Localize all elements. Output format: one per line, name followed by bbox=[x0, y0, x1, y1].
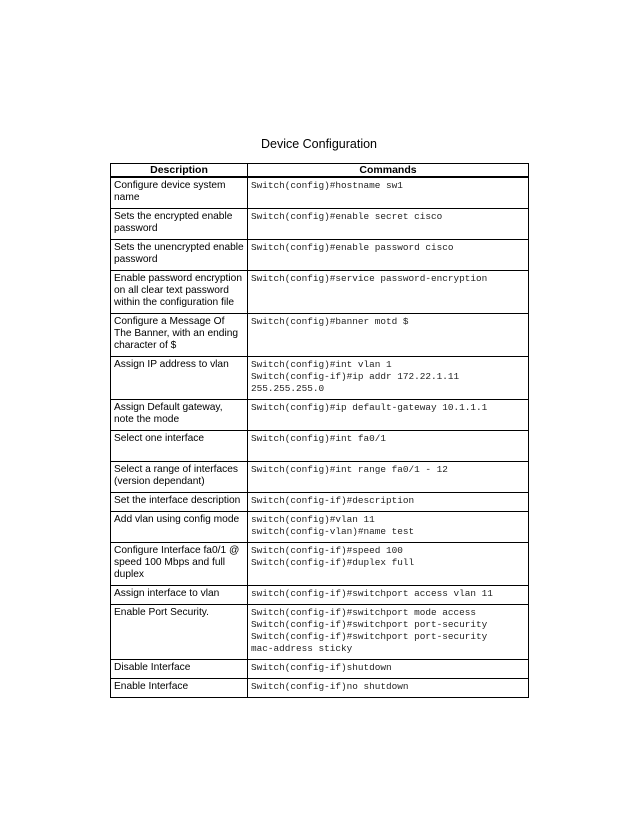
command-line: Switch(config)#enable password cisco bbox=[251, 241, 454, 253]
command-line: switch(config-vlan)#name test bbox=[251, 525, 415, 537]
command-line: mac-address sticky bbox=[251, 642, 353, 654]
row-commands bbox=[248, 585, 529, 604]
row-description: Configure a Message Of The Banner, with an ending character of $ bbox=[111, 313, 248, 356]
command-line: Switch(config)#enable secret cisco bbox=[251, 210, 443, 222]
row-commands bbox=[248, 239, 529, 270]
command-line: Switch(config)#ip default-gateway 10.1.1.1 bbox=[251, 401, 488, 413]
row-description: Assign interface to vlan bbox=[111, 585, 248, 604]
description-header: Description bbox=[111, 164, 248, 178]
table-row bbox=[111, 239, 529, 270]
row-commands bbox=[248, 177, 529, 208]
row-description: Add vlan using config mode bbox=[111, 511, 248, 542]
row-description: Sets the encrypted enable password bbox=[111, 208, 248, 239]
table-row bbox=[111, 270, 529, 313]
table-row bbox=[111, 177, 529, 208]
table-row bbox=[111, 399, 529, 430]
command-line: switch(config)#vlan 11 bbox=[251, 513, 375, 525]
table-row bbox=[111, 356, 529, 399]
command-line: Switch(config-if)#description bbox=[251, 494, 415, 506]
row-commands bbox=[248, 511, 529, 542]
command-line: Switch(config-if)#switchport port-security bbox=[251, 618, 488, 630]
row-description: Set the interface description bbox=[111, 492, 248, 511]
row-description: Select one interface bbox=[111, 430, 248, 461]
command-line: Switch(config-if)#switchport port-security bbox=[251, 630, 488, 642]
command-line: Switch(config-if)#duplex full bbox=[251, 556, 415, 568]
table-row bbox=[111, 659, 529, 678]
command-line: Switch(config)#banner motd $ bbox=[251, 315, 409, 327]
commands-header: Commands bbox=[248, 164, 529, 178]
command-line: Switch(config-if)#ip addr 172.22.1.11 bbox=[251, 370, 460, 382]
row-commands bbox=[248, 430, 529, 461]
command-line: Switch(config)#int vlan 1 bbox=[251, 358, 392, 370]
table-row bbox=[111, 492, 529, 511]
row-description: Assign IP address to vlan bbox=[111, 356, 248, 399]
row-commands bbox=[248, 542, 529, 585]
command-line: switch(config-if)#switchport access vlan 11 bbox=[251, 587, 493, 599]
row-description: Sets the unencrypted enable password bbox=[111, 239, 248, 270]
command-line: Switch(config-if)#switchport mode access bbox=[251, 606, 477, 618]
command-line: Switch(config)#int range fa0/1 - 12 bbox=[251, 463, 448, 475]
row-commands bbox=[248, 659, 529, 678]
table-row bbox=[111, 542, 529, 585]
row-commands bbox=[248, 678, 529, 697]
row-commands bbox=[248, 604, 529, 659]
row-description: Configure device system name bbox=[111, 177, 248, 208]
command-line: Switch(config-if)shutdown bbox=[251, 661, 392, 673]
row-description: Assign Default gateway, note the mode bbox=[111, 399, 248, 430]
table-row bbox=[111, 461, 529, 492]
row-commands bbox=[248, 208, 529, 239]
command-line: Switch(config)#int fa0/1 bbox=[251, 432, 387, 444]
row-description: Enable Interface bbox=[111, 678, 248, 697]
table-row bbox=[111, 313, 529, 356]
row-description: Configure Interface fa0/1 @ speed 100 Mbps and full duplex bbox=[111, 542, 248, 585]
row-description: Enable password encryption on all clear text password within the configuration file bbox=[111, 270, 248, 313]
table-row bbox=[111, 678, 529, 697]
row-commands bbox=[248, 270, 529, 313]
command-line: Switch(config)#service password-encryption bbox=[251, 272, 488, 284]
row-description: Disable Interface bbox=[111, 659, 248, 678]
command-line: Switch(config-if)no shutdown bbox=[251, 680, 409, 692]
row-commands bbox=[248, 356, 529, 399]
table-row bbox=[111, 430, 529, 461]
table-row bbox=[111, 604, 529, 659]
row-commands bbox=[248, 399, 529, 430]
command-line: Switch(config)#hostname sw1 bbox=[251, 180, 403, 191]
command-line: 255.255.255.0 bbox=[251, 382, 325, 394]
row-commands bbox=[248, 492, 529, 511]
row-commands bbox=[248, 313, 529, 356]
table-row bbox=[111, 585, 529, 604]
row-commands bbox=[248, 461, 529, 492]
row-description: Enable Port Security. bbox=[111, 604, 248, 659]
table-row bbox=[111, 208, 529, 239]
device-config-table bbox=[110, 163, 529, 698]
row-description: Select a range of interfaces (version dependant) bbox=[111, 461, 248, 492]
table-header-row bbox=[111, 164, 529, 178]
page-title: Device Configuration bbox=[260, 137, 378, 151]
command-line: Switch(config-if)#speed 100 bbox=[251, 544, 403, 556]
table-row bbox=[111, 511, 529, 542]
